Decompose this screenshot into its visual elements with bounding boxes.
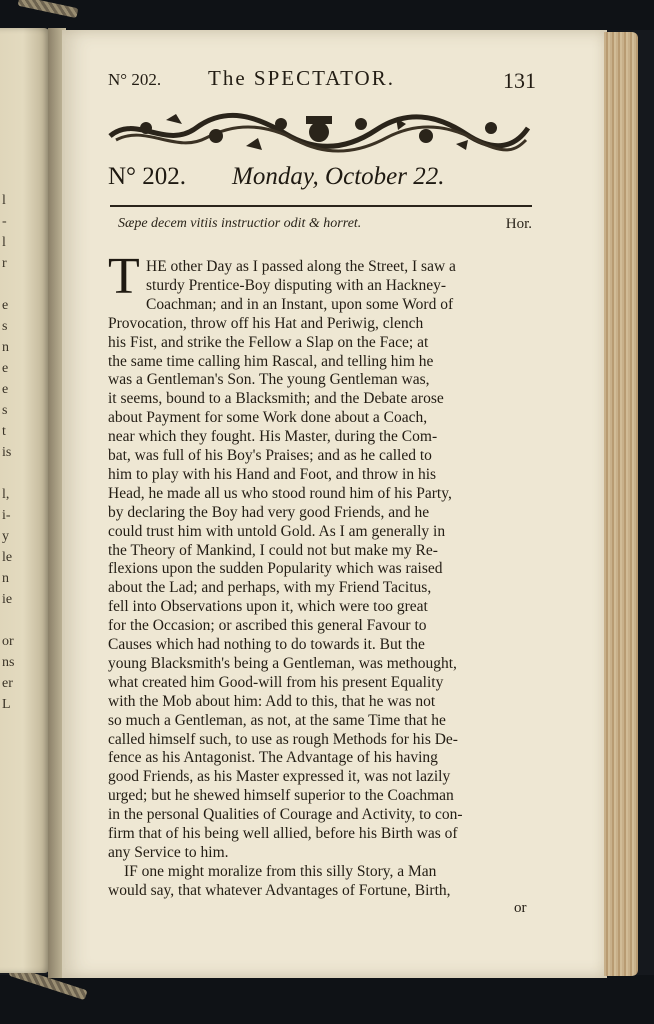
body-line: good Friends, as his Master expressed it, was not lazily bbox=[108, 768, 451, 786]
left-page-fragment: - bbox=[2, 214, 7, 229]
left-page-fragment: le bbox=[2, 550, 13, 565]
issue-heading bbox=[108, 163, 538, 199]
body-line: the same time calling him Rascal, and telling him he bbox=[108, 352, 434, 370]
background-top bbox=[0, 0, 654, 30]
left-page-fragment: e bbox=[2, 361, 9, 376]
body-line: his Fist, and strike the Fellow a Slap on the Face; at bbox=[108, 333, 429, 351]
left-page-fragment: r bbox=[2, 256, 7, 271]
running-head bbox=[108, 62, 536, 94]
body-line: what created him Good-will from his present Equality bbox=[108, 673, 444, 691]
left-page-fragment: ie bbox=[2, 592, 13, 607]
running-head-number: N° 202. bbox=[108, 70, 162, 89]
body-line: urged; but he shewed himself superior to the Coachman bbox=[108, 787, 454, 805]
body-line: IF one might moralize from this silly Story, a Man bbox=[124, 862, 437, 880]
left-page-fragment: is bbox=[2, 445, 12, 460]
body-line: for the Occasion; or ascribed this general Favour to bbox=[108, 617, 427, 635]
left-page-fragment: e bbox=[2, 382, 9, 397]
left-page-fragment: er bbox=[2, 676, 13, 691]
body-line: about Payment for some Work done about a Coach, bbox=[108, 409, 428, 427]
left-page-fragment: n bbox=[2, 571, 9, 586]
body-line: in the personal Qualities of Courage and Activity, to con- bbox=[108, 806, 463, 824]
body-line: Head, he made all us who stood round him of his Party, bbox=[108, 484, 452, 502]
body-line: fence as his Antagonist. The Advantage of his having bbox=[108, 749, 438, 767]
body-line: Coachman; and in an Instant, upon some Word of bbox=[146, 295, 454, 313]
issue-date: Monday, October 22. bbox=[232, 163, 445, 190]
left-page-fragment: l bbox=[2, 235, 6, 250]
body-line: Causes which had nothing to do towards it. But the bbox=[108, 636, 425, 653]
decorative-headpiece bbox=[106, 110, 532, 154]
body-line: could trust him with untold Gold. As I am generally in bbox=[108, 522, 446, 540]
body-line: by declaring the Boy had very good Friends, and he bbox=[108, 503, 430, 521]
body-line: with the Mob about him: Add to this, that he was not bbox=[108, 692, 436, 710]
left-page-fragment: n bbox=[2, 340, 9, 355]
left-page-fragment: s bbox=[2, 319, 8, 334]
catchword: or bbox=[514, 900, 527, 916]
epigraph-author: Hor. bbox=[505, 216, 532, 232]
left-page-fragment: L bbox=[2, 697, 11, 712]
body-line: so much a Gentleman, as not, at the same Time that he bbox=[108, 711, 446, 729]
left-page-fragment: l bbox=[2, 193, 6, 208]
body-line: sturdy Prentice-Boy disputing with an Hackney- bbox=[146, 276, 447, 294]
body-line: bat, was full of his Boy's Praises; and as he called to bbox=[108, 447, 432, 464]
left-page-fragment: y bbox=[2, 529, 9, 544]
left-page-fragment: t bbox=[2, 424, 6, 439]
heading-rule bbox=[110, 205, 532, 207]
body-line: flexions upon the sudden Popularity which was raised bbox=[108, 560, 443, 578]
left-page-fragment: s bbox=[2, 403, 8, 418]
body-line: HE other Day as I passed along the Street, I saw a bbox=[146, 258, 456, 275]
left-page-fragment: i- bbox=[2, 508, 11, 523]
issue-number: N° 202. bbox=[108, 163, 187, 190]
body-line: young Blacksmith's being a Gentleman, was methought, bbox=[108, 654, 457, 672]
body-line: about the Lad; and perhaps, with my Friend Tacitus, bbox=[108, 579, 432, 597]
left-page-fragment: l, bbox=[2, 487, 10, 502]
left-page-fragment: ns bbox=[2, 655, 15, 670]
page-number: 131 bbox=[503, 68, 536, 93]
epigraph-text: Sæpe decem vitiis instructior odit & horret. bbox=[118, 216, 362, 231]
body-line: fell into Observations upon it, which were too great bbox=[108, 598, 428, 616]
body-line: was a Gentleman's Son. The young Gentleman was, bbox=[108, 371, 430, 389]
drop-cap: T bbox=[108, 248, 140, 305]
left-page-fragment: or bbox=[2, 634, 14, 649]
body-line: him to play with his Hand and Foot, and throw in his bbox=[108, 465, 437, 483]
body-line: would say, that whatever Advantages of Fortune, Birth, bbox=[108, 881, 451, 899]
body-line: firm that of his being well allied, before his Birth was of bbox=[108, 825, 458, 842]
body-line: any Service to him. bbox=[108, 843, 229, 861]
body-line: the Theory of Mankind, I could not but make my Re- bbox=[108, 541, 438, 559]
page-fore-edge bbox=[604, 32, 638, 976]
epigraph bbox=[118, 216, 532, 238]
body-line: called himself such, to use as rough Methods for his De- bbox=[108, 730, 458, 748]
background-bottom bbox=[0, 975, 654, 1024]
body-line: it seems, bound to a Blacksmith; and the Debate arose bbox=[108, 390, 444, 408]
body-line: Provocation, throw off his Hat and Periwig, clench bbox=[108, 314, 424, 332]
left-page-fragment: e bbox=[2, 298, 9, 313]
body-line: near which they fought. His Master, during the Com- bbox=[108, 428, 438, 446]
running-head-title: The SPECTATOR. bbox=[208, 66, 395, 90]
